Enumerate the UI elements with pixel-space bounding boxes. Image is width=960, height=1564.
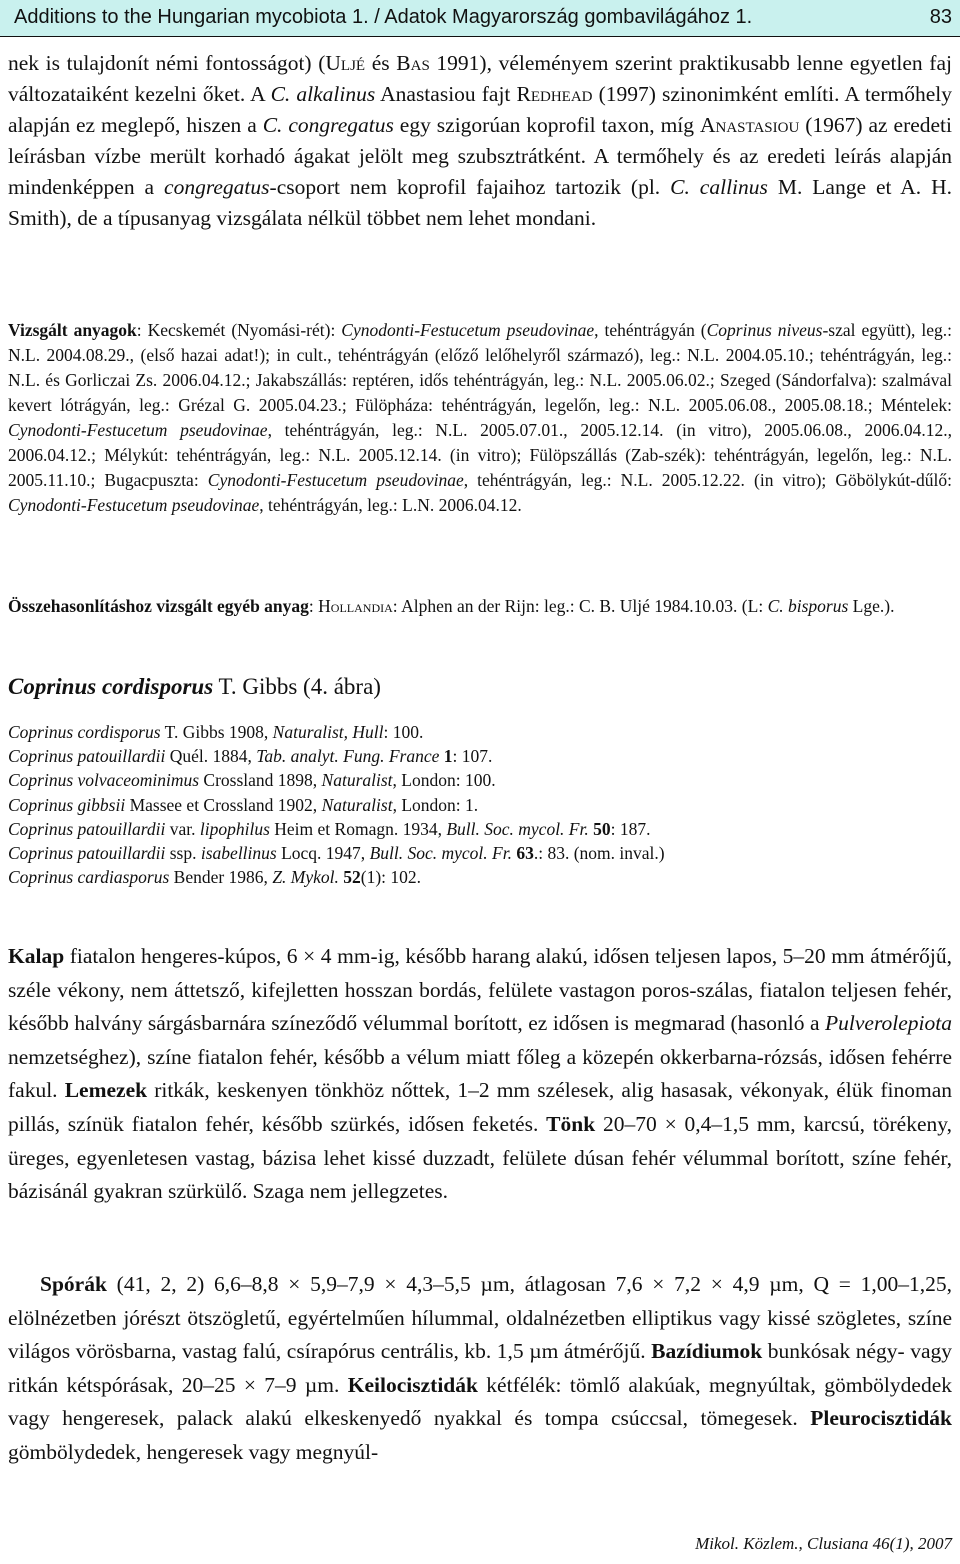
synonym-page: (1): 102. xyxy=(360,867,422,888)
text: , tehéntrágyán, leg.: L.N. 2006.04.12. xyxy=(259,495,522,515)
spores-label: Spórák xyxy=(40,1272,107,1296)
text: , tehéntrágyán, leg.: N.L. 2005.07.01., 2005.12.14. (in vitro), 2005.06.08., 2006.04.12., 2006.04.12.; Mélykút: tehéntrágyán, leg.: N.L. 2005.12.14. (in vitro); Fülöpszállás (Zab-szék): tehéntrágyán, legelőn, leg.: N.L. 2005.11.10.; Bugacpuszta: xyxy=(8,420,952,490)
synonym-author: Quél. 1884, xyxy=(165,746,257,767)
pleurocystidia-label: Pleurocisztidák xyxy=(810,1406,952,1431)
synonym-journal: Naturalist xyxy=(321,794,393,815)
stipe-label: Tönk xyxy=(546,1111,596,1136)
synonym-page: : 107. xyxy=(452,746,493,767)
synonym-name: Coprinus patouillardii xyxy=(8,843,166,864)
synonym-author: Locq. 1947, xyxy=(276,843,370,864)
text: : Alphen an der Rijn: leg.: C. B. Uljé 1984.10.03. (L: xyxy=(392,596,768,616)
basidia-label: Bazídiumok xyxy=(651,1339,763,1364)
synonym-journal: Bull. Soc. mycol. Fr. xyxy=(369,843,512,864)
gills-label: Lemezek xyxy=(64,1078,148,1103)
text: gömbölydedek, hengeresek vagy megnyúl- xyxy=(8,1439,379,1464)
synonym-page: .: 83. (nom. inval.) xyxy=(533,843,665,864)
synonym-item xyxy=(8,768,952,792)
synonym-author: Bender 1986, xyxy=(169,867,273,888)
species-heading xyxy=(8,674,381,700)
synonym-volume: 1 xyxy=(439,746,453,767)
species-heading-name: Coprinus cordisporus xyxy=(8,674,214,699)
synonym-name: Coprinus cordisporus xyxy=(8,722,161,742)
synonym-volume: 50 xyxy=(588,818,611,839)
author-name: Bas xyxy=(396,51,430,75)
synonym-list xyxy=(8,720,952,889)
synonym-name: Coprinus volvaceominimus xyxy=(8,770,200,791)
text: egy szigorúan koprofil taxon, míg xyxy=(393,113,700,137)
examined-materials xyxy=(8,318,952,518)
synonym-volume: 63 xyxy=(511,843,534,864)
author-name: Redhead xyxy=(516,82,593,106)
species-heading-author: T. Gibbs (4. ábra) xyxy=(213,674,381,699)
text: 20–70 × 0,4–1,5 mm, karcsú, törékeny, üreges, egyenletesen vastag, bázisa lehet kissé duzzadt, felülete dúsan fehér vélummal borított, színe fehér, bázisánál gyakran szürkülő. Szaga nem jellegzetes. xyxy=(8,1111,952,1204)
synonym-page: : 100. xyxy=(383,722,424,742)
synonym-item xyxy=(8,817,952,841)
synonym-name: Coprinus patouillardii xyxy=(8,746,166,767)
species-name: Coprinus niveus xyxy=(706,320,823,340)
synonym-infra: isabellinus xyxy=(200,843,277,864)
synonym-journal: Naturalist xyxy=(321,770,393,791)
text: 1991), véleményem szerint praktikusabb lenne egyetlen faj változataiként kezelni őket. A xyxy=(8,51,952,106)
species-name: C. congregatus xyxy=(262,113,394,137)
synonym-journal: Naturalist, Hull xyxy=(272,722,384,742)
synonym-item xyxy=(8,720,952,744)
species-name: C. alkalinus xyxy=(270,82,376,106)
text: -csoport nem koprofil fajaihoz tartozik (pl. xyxy=(269,175,671,199)
text: és xyxy=(365,51,397,75)
synonym-page: , London: 1. xyxy=(392,794,479,815)
comparison-material xyxy=(8,594,952,619)
text: fiatalon hengeres-kúpos, 6 × 4 mm-ig, később harang alakú, idősen teljesen lapos, 5–20 mm átmérőjű, széle vékony, nem áttetsző, kifejletten hosszan bordás, felülete vastagon poros-szálas, fiatalon teljesen fehér, később halvány sárgásbarnára színeződő vélummal borított, ez idősen is megmarad (hasonló a xyxy=(8,944,952,1036)
cheilocystidia-label: Keilocisztidák xyxy=(347,1372,478,1397)
text: , tehéntrágyán ( xyxy=(594,320,707,340)
species-name: C. callinus xyxy=(670,175,768,199)
synonym-author: Heim et Romagn. 1934, xyxy=(269,818,447,839)
synonym-item xyxy=(8,841,952,865)
examined-label: Vizsgált anyagok xyxy=(8,320,137,340)
text: ritkák, keskenyen tönkhöz nőttek, 1–2 mm szélesek, alig hasasak, vékonyak, élük finoman pillás, színük fiatalon fehér, később szürkés, idősen feketés. xyxy=(8,1078,953,1136)
synonym-page: , London: 100. xyxy=(392,770,496,791)
synonym-author: Crossland 1898, xyxy=(199,770,322,791)
synonym-journal: Tab. analyt. Fung. France xyxy=(256,746,440,767)
running-head-title: Additions to the Hungarian mycobiota 1. / Adatok Magyarország gombavilágához 1. xyxy=(14,6,753,28)
synonym-name: Coprinus patouillardii xyxy=(8,818,166,839)
text: , tehéntrágyán, leg.: N.L. 2005.12.22. (in vitro); Göbölykút-dűlő: xyxy=(463,470,952,490)
synonym-rank: ssp. xyxy=(165,843,201,864)
text: -szal együtt), leg.: N.L. 2004.08.29., (első hazai adat!); in cult., tehéntrágyán (előző lelőhelyről származó), leg.: N.L. 2004.05.10.; tehéntrágyán, leg.: N.L. és Gorliczai Zs. 2006.04.12.; Jakabszállás: reptéren, idős tehéntrágyán, leg.: N.L. 2005.06.02.; Szeged (Sándorfalva): szalmával kevert lótrágyán, leg.: Grézal G. 2005.04.23.; Fülöpháza: tehéntrágyán, legelőn, leg.: N.L. 2005.06.08., 2005.08.18.; Méntelek: xyxy=(8,320,952,415)
footer-citation xyxy=(695,1534,952,1554)
page-number: 83 xyxy=(929,6,952,28)
synonym-rank: var. xyxy=(165,818,200,839)
synonym-author: T. Gibbs 1908, xyxy=(160,722,273,742)
text: (41, 2, 2) 6,6–8,8 × 5,9–7,9 × 4,3–5,5 µm, átlagosan 7,6 × 7,2 × 4,9 µm, Q = 1,00–1,25, elölnézetben jórészt ötszögletű, egyértelműen hílummal, oldalnézetben elliptikus vagy kissé szögletes, színe világos vörösbarna, vastag falú, csírapórus centrális, kb. 1,5 µm átmérőjű. xyxy=(8,1272,952,1364)
synonym-name: Coprinus cardiasporus xyxy=(8,867,170,888)
text: kétfélék: tömlő alakúak, megnyúltak, gömbölydedek vagy hengeresek, palack alakú elkeskenyedő nyakkal és tompa csúccsal, tömegesek. xyxy=(8,1372,952,1431)
synonym-item xyxy=(8,865,952,889)
paragraph-taxonomy-notes xyxy=(8,48,952,234)
species-name: C. bisporus xyxy=(767,596,849,616)
habitat-name: Cynodonti-Festucetum pseudovinae xyxy=(8,495,260,515)
text: Lge.). xyxy=(848,596,895,616)
text: nek is tulajdonít némi fontosságot) ( xyxy=(8,51,326,75)
country-name: Hollandia xyxy=(318,596,393,616)
text: : Kecskemét (Nyomási-rét): xyxy=(136,320,342,340)
synonym-page: : 187. xyxy=(610,818,651,839)
author-name: Anastasiou xyxy=(699,113,800,137)
journal-citation: Mikol. Közlem., Clusiana 46(1), 2007 xyxy=(695,1534,952,1553)
text: (1997) szinonimként említi. A termőhely alapján ez meglepő, hiszen a xyxy=(8,82,952,137)
micro-description xyxy=(8,1268,952,1470)
synonym-journal: Bull. Soc. mycol. Fr. xyxy=(446,818,589,839)
comparison-label: Összehasonlításhoz vizsgált egyéb anyag xyxy=(8,596,309,616)
habitat-name: Cynodonti-Festucetum pseudovinae xyxy=(207,470,464,490)
habitat-name: Cynodonti-Festucetum pseudovinae xyxy=(341,320,595,340)
synonym-item xyxy=(8,744,952,768)
macro-description xyxy=(8,940,952,1209)
text: Anastasiou fajt xyxy=(375,82,517,106)
synonym-name: Coprinus gibbsii xyxy=(8,794,126,815)
running-head xyxy=(0,0,960,37)
habitat-name: Cynodonti-Festucetum pseudovinae xyxy=(8,420,268,440)
text: bunkósak négy- vagy ritkán kétspórásak, 20–25 × 7–9 µm. xyxy=(8,1339,952,1397)
synonym-journal: Z. Mykol. xyxy=(272,867,339,888)
genus-name: Pulverolepiota xyxy=(825,1011,952,1036)
text: (1967) az eredeti leírásban vízbe merült korhadó ágakat jelölt meg szubsztrátként. A termőhely és az eredeti leírás alapján mindenképpen a xyxy=(8,113,953,199)
text: nemzetséghez), színe fiatalon fehér, később a vélum miatt főleg a közepén okkerbarna-rózsás, idősen fehérre fakul. xyxy=(8,1044,952,1103)
synonym-author: Massee et Crossland 1902, xyxy=(125,794,322,815)
species-name: congregatus xyxy=(164,175,270,199)
synonym-item xyxy=(8,793,952,817)
text: : xyxy=(308,596,319,616)
text: M. Lange et A. H. Smith), de a típusanyag vizsgálata nélkül többet nem lehet mondani. xyxy=(8,175,952,230)
author-name: Uljé xyxy=(325,51,366,75)
cap-label: Kalap xyxy=(8,944,65,968)
synonym-infra: lipophilus xyxy=(199,818,270,839)
synonym-volume: 52 xyxy=(338,867,361,888)
